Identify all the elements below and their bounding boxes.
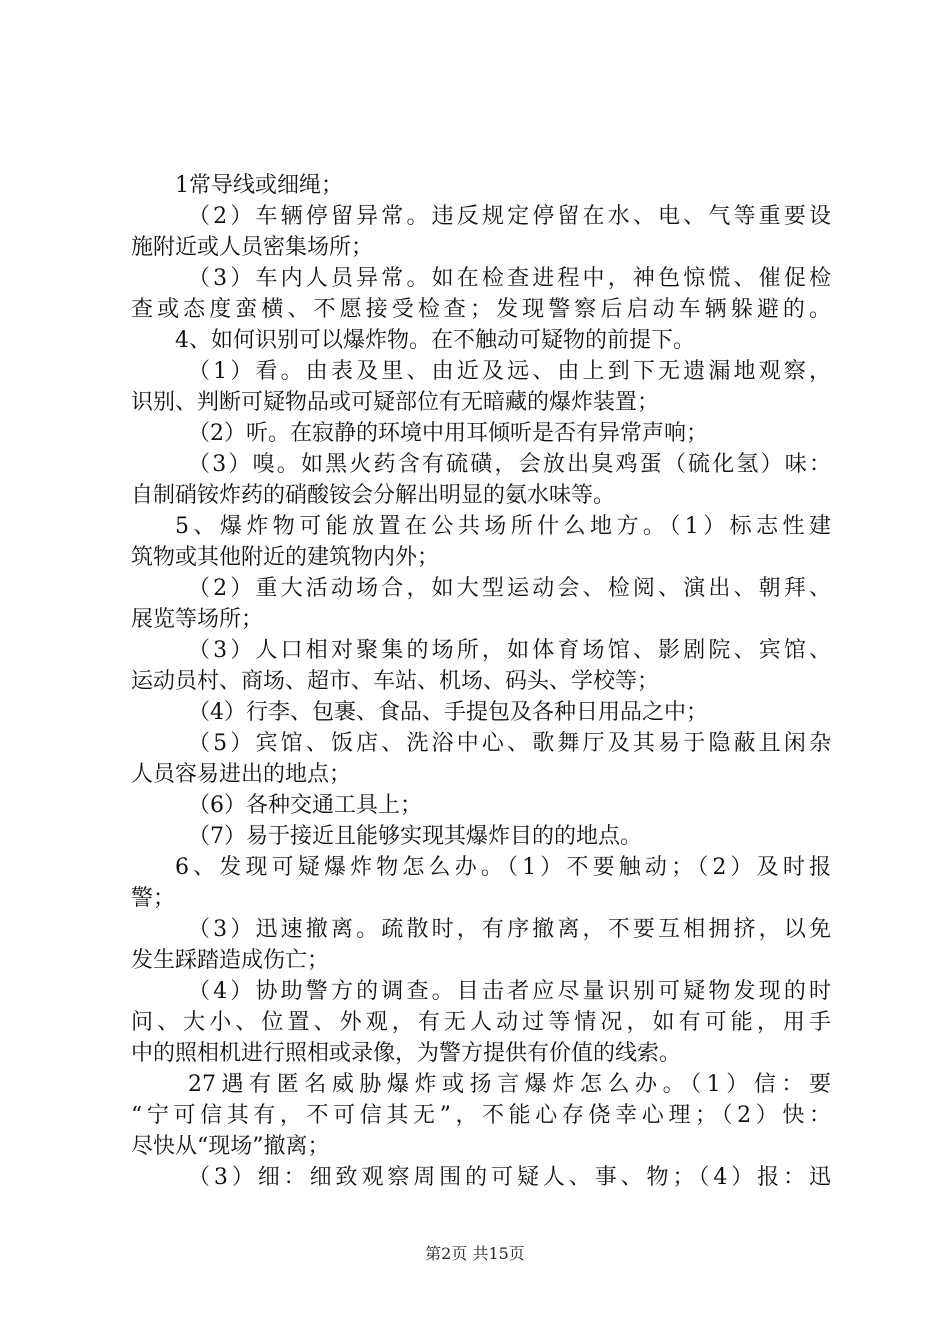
text-line: 问、大小、位置、外观，有无人动过等情况，如有可能，用手 <box>131 1010 831 1035</box>
text-line: 27遇有匿名威胁爆炸或扬言爆炸怎么办。（1）信：要 <box>188 1072 831 1097</box>
text-line: 发生踩踏造成伤亡； <box>131 948 330 973</box>
text-line: 筑物或其他附近的建筑物内外； <box>131 545 440 570</box>
text-line: （7）易于接近且能够实现其爆炸目的的地点。 <box>188 824 642 849</box>
text-line: 人员容易进出的地点； <box>131 762 352 787</box>
text-line: （6）各种交通工具上； <box>188 793 422 818</box>
document-body <box>131 170 831 1193</box>
text-line: “宁可信其有，不可信其无”，不能心存侥幸心理；（2）快： <box>131 1103 831 1128</box>
page-footer: 第2页 共15页 <box>425 1244 525 1263</box>
text-line: 1常导线或细绳； <box>175 173 343 198</box>
text-line: 5、爆炸物可能放置在公共场所什么地方。（1）标志性建 <box>175 514 831 539</box>
text-line: （3）车内人员异常。如在检查进程中，神色惊慌、催促检 <box>188 266 831 291</box>
text-line: （2）车辆停留异常。违反规定停留在水、电、气等重要设 <box>188 204 831 229</box>
text-line: （3）细：细致观察周围的可疑人、事、物；（4）报：迅 <box>188 1165 831 1190</box>
text-line: （3）嗅。如黑火药含有硫磺，会放出臭鸡蛋（硫化氢）味： <box>188 452 831 477</box>
text-line: 中的照相机进行照相或录像，为警方提供有价值的线索。 <box>131 1041 682 1066</box>
text-line: 施附近或人员密集场所； <box>131 235 374 260</box>
text-line: 警； <box>131 886 176 911</box>
text-line: （5）宾馆、饭店、洗浴中心、歌舞厅及其易于隐蔽且闲杂 <box>188 731 831 756</box>
text-line: （3）人口相对聚集的场所，如体育场馆、影剧院、宾馆、 <box>188 638 831 663</box>
text-line: 识别、判断可疑物品或可疑部位有无暗藏的爆炸装置； <box>131 390 660 415</box>
text-line: （3）迅速撤离。疏散时，有序撤离，不要互相拥挤，以免 <box>188 917 831 942</box>
text-line: 查或态度蛮横、不愿接受检查；发现警察后启动车辆躲避的。 <box>131 297 831 322</box>
text-line: （1）看。由表及里、由近及远、由上到下无遗漏地观察， <box>188 359 831 384</box>
text-line: 尽快从“现场”撤离； <box>131 1134 330 1159</box>
text-line: 4、如何识别可以爆炸物。在不触动可疑物的前提下。 <box>175 328 695 353</box>
text-line: （4）协助警方的调查。目击者应尽量识别可疑物发现的时 <box>188 979 831 1004</box>
text-line: （2）重大活动场合，如大型运动会、检阅、演出、朝拜、 <box>188 576 831 601</box>
text-line: 运动员村、商场、超市、车站、机场、码头、学校等； <box>131 669 660 694</box>
text-line: 自制硝铵炸药的硝酸铵会分解出明显的氨水味等。 <box>131 483 616 508</box>
text-line: 展览等场所； <box>131 607 264 632</box>
text-line: 6、发现可疑爆炸物怎么办。（1）不要触动；（2）及时报 <box>175 855 831 880</box>
text-line: （4）行李、包裹、食品、手提包及各种日用品之中； <box>188 700 708 725</box>
text-line: （2）听。在寂静的环境中用耳倾听是否有异常声响； <box>188 421 708 446</box>
